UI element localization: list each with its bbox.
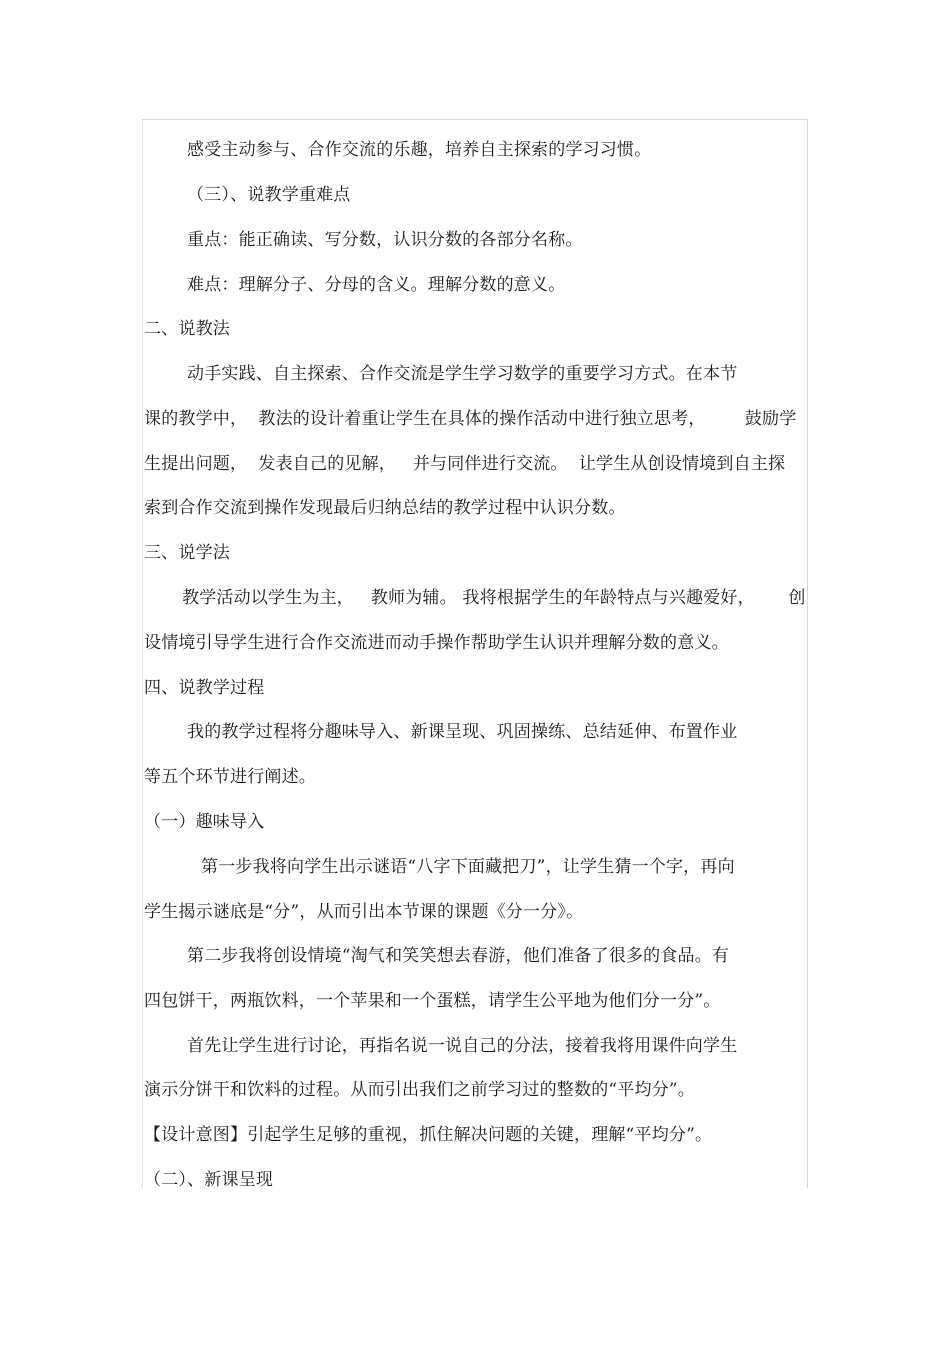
section-heading: 二、说教法 bbox=[144, 319, 230, 339]
text-line: 四包饼干，两瓶饮料，一个苹果和一个蛋糕，请学生公平地为他们分一分”。 bbox=[144, 991, 721, 1011]
text-line: 生提出问题， 发表自己的见解， 并与同伴进行交流。 让学生从创设情境到自主探 bbox=[144, 454, 786, 474]
text-line: 演示分饼干和饮料的过程。从而引出我们之前学习过的整数的“平均分”。 bbox=[144, 1080, 695, 1100]
text-line: 索到合作交流到操作发现最后归纳总结的教学过程中认识分数。 bbox=[144, 498, 626, 518]
text-line: 第二步我将创设情境“淘气和笑笑想去春游，他们准备了很多的食品。有 bbox=[187, 946, 730, 966]
section-heading: 三、说学法 bbox=[144, 543, 230, 563]
text-line: 第一步我将向学生出示谜语“八字下面藏把刀”，让学生猜一个字，再向 bbox=[201, 857, 735, 877]
text-line: 动手实践、自主探索、合作交流是学生学习数学的重要学习方式。在本节 bbox=[187, 364, 738, 384]
design-intent-line: 【设计意图】引起学生足够的重视，抓住解决问题的关键，理解“平均分”。 bbox=[144, 1125, 713, 1145]
text-line: 感受主动参与、合作交流的乐趣，培养自主探索的学习习惯。 bbox=[187, 140, 652, 160]
section-heading: （三）、说教学重难点 bbox=[187, 185, 351, 205]
text-line: 课的教学中， 教法的设计着重让学生在具体的操作活动中进行独立思考， 鼓励学 bbox=[144, 409, 797, 429]
text-line: 我的教学过程将分趣味导入、新课呈现、巩固操练、总结延伸、布置作业 bbox=[187, 722, 738, 742]
section-heading: （一）趣味导入 bbox=[144, 812, 265, 832]
text-line: 设情境引导学生进行合作交流进而动手操作帮助学生认识并理解分数的意义。 bbox=[144, 633, 729, 653]
text-line: 学生揭示谜底是“分”，从而引出本节课的课题《分一分》。 bbox=[144, 902, 584, 922]
text-line: 首先让学生进行讨论，再指名说一说自己的分法，接着我将用课件向学生 bbox=[187, 1036, 738, 1056]
text-line: 难点：理解分子、分母的含义。理解分数的意义。 bbox=[187, 275, 566, 295]
section-heading: 四、说教学过程 bbox=[144, 678, 265, 698]
text-line: 教学活动以学生为主， 教师为辅。 我将根据学生的年龄特点与兴趣爱好， 创 bbox=[182, 588, 806, 608]
section-heading: （二）、新课呈现 bbox=[144, 1170, 274, 1190]
text-line: 重点：能正确读、写分数，认识分数的各部分名称。 bbox=[187, 230, 583, 250]
text-line: 等五个环节进行阐述。 bbox=[144, 767, 316, 787]
